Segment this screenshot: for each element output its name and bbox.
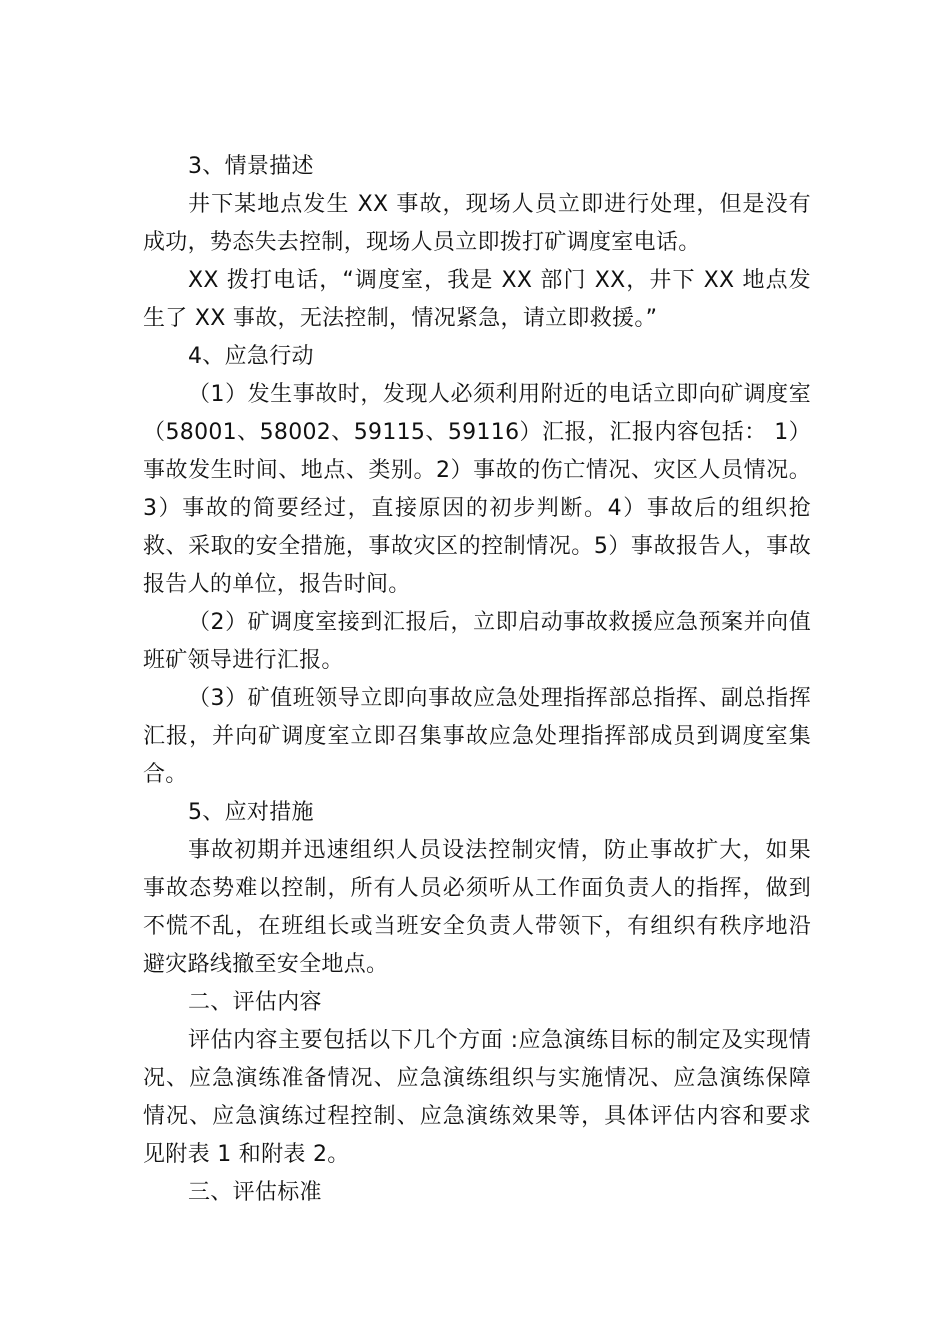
section-heading-emergency-action: 4、应急行动 xyxy=(188,344,314,369)
paragraph-phone-call: XX 拨打电话，“调度室，我是 XX 部门 XX，井下 XX 地点发生了 XX 事故，无法控制，情况紧急，请立即救援。” xyxy=(143,268,811,331)
paragraph-evaluation-content: 评估内容主要包括以下几个方面 :应急演练目标的制定及实现情况、应急演练准备情况、应急演练组织与实施情况、应急演练保障情况、应急演练过程控制、应急演练效果等，具体评估内容和要求见附表 1 和附表 2。 xyxy=(143,1028,811,1167)
section-heading-evaluation-content: 二、评估内容 xyxy=(188,990,322,1015)
section-heading-evaluation-standard: 三、评估标准 xyxy=(188,1180,322,1205)
section-heading-countermeasures: 5、应对措施 xyxy=(188,800,314,825)
section-heading-scenario: 3、情景描述 xyxy=(188,154,314,179)
paragraph-action-3: （3）矿值班领导立即向事故应急处理指挥部总指挥、副总指挥汇报，并向矿调度室立即召集事故应急处理指挥部成员到调度室集合。 xyxy=(143,686,811,787)
paragraph-action-1: （1）发生事故时，发现人必须利用附近的电话立即向矿调度室（58001、58002、59115、59116）汇报，汇报内容包括： 1）事故发生时间、地点、类别。2）事故的伤亡情况、灾区人员情况。3）事故的简要经过，直接原因的初步判断。4）事故后的组织抢救、采取的安全措施，事故灾区的控制情况。5）事故报告人，事故报告人的单位，报告时间。 xyxy=(143,382,811,597)
document-body xyxy=(143,148,811,1212)
paragraph-countermeasures: 事故初期并迅速组织人员设法控制灾情，防止事故扩大，如果事故态势难以控制，所有人员必须听从工作面负责人的指挥，做到不慌不乱，在班组长或当班安全负责人带领下，有组织有秩序地沿避灾路线撤至安全地点。 xyxy=(143,838,811,977)
paragraph-action-2: （2）矿调度室接到汇报后，立即启动事故救援应急预案并向值班矿领导进行汇报。 xyxy=(143,610,811,673)
paragraph-scenario-description: 井下某地点发生 XX 事故，现场人员立即进行处理，但是没有成功，势态失去控制，现场人员立即拨打矿调度室电话。 xyxy=(143,192,811,255)
